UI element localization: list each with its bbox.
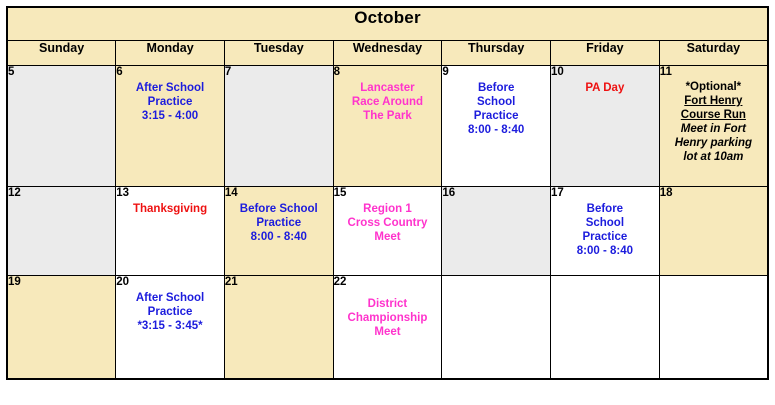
weekday-header-tuesday: Tuesday <box>224 41 333 66</box>
event-line: Practice <box>582 231 628 243</box>
day-cell-24[interactable] <box>551 276 660 380</box>
day-cell-14[interactable] <box>224 187 333 276</box>
day-cell-19[interactable] <box>7 276 116 380</box>
day-events <box>116 202 224 216</box>
day-cell-20[interactable] <box>116 276 225 380</box>
weekday-header-friday: Friday <box>551 41 660 66</box>
day-cell-10[interactable] <box>551 66 660 187</box>
day-cell-13[interactable] <box>116 187 225 276</box>
day-cell-6[interactable] <box>116 66 225 187</box>
calendar-title-row <box>7 7 768 41</box>
day-events <box>225 202 333 244</box>
calendar-weekday-header-row <box>7 41 768 66</box>
event-line: *3:15 - 3:45* <box>137 320 203 332</box>
event-line: District <box>367 298 408 310</box>
day-cell-18[interactable] <box>659 187 768 276</box>
event-line: After School <box>135 82 205 94</box>
weekday-header-wednesday: Wednesday <box>333 41 442 66</box>
day-number: 9 <box>442 66 449 78</box>
event-line: Lancaster <box>360 82 415 94</box>
day-number: 20 <box>116 276 129 288</box>
day-cell-22[interactable] <box>333 276 442 380</box>
event-line: Meet in Fort <box>680 123 746 135</box>
event-line: PA Day <box>585 82 625 94</box>
day-number: 7 <box>224 66 232 78</box>
event-line: Before <box>586 203 624 215</box>
weekday-header-sunday: Sunday <box>7 41 116 66</box>
day-cell-16[interactable] <box>442 187 551 276</box>
event-line: Practice <box>147 96 193 108</box>
weekday-header-monday: Monday <box>116 41 225 66</box>
day-cell-25[interactable] <box>659 276 768 380</box>
weekday-header-thursday: Thursday <box>442 41 551 66</box>
day-cell-17[interactable] <box>551 187 660 276</box>
day-number: 19 <box>8 276 21 288</box>
day-events <box>551 81 659 95</box>
day-number: 16 <box>442 187 456 199</box>
day-number: 14 <box>224 187 238 199</box>
day-cell-11[interactable] <box>659 66 768 187</box>
day-events <box>442 81 550 137</box>
day-cell-12[interactable] <box>7 187 116 276</box>
day-cell-23[interactable] <box>442 276 551 380</box>
day-events <box>334 291 442 339</box>
day-events <box>334 202 442 244</box>
event-line: Before <box>477 82 515 94</box>
event-line: After School <box>135 292 205 304</box>
day-events <box>116 81 224 123</box>
day-cell-5[interactable] <box>7 66 116 187</box>
event-line: School <box>585 217 625 229</box>
event-line: 8:00 - 8:40 <box>468 124 525 136</box>
event-line: Practice <box>473 110 519 122</box>
event-line: The Park <box>363 110 412 122</box>
event-line: 8:00 - 8:40 <box>576 245 633 257</box>
calendar-table <box>6 6 769 380</box>
day-number: 22 <box>333 276 347 288</box>
event-line: Practice <box>256 217 302 229</box>
event-line: *Optional* <box>685 81 742 93</box>
event-line: Region 1 <box>363 203 412 215</box>
event-line: Meet <box>374 326 401 338</box>
event-line: School <box>476 96 516 108</box>
day-number: 5 <box>8 66 15 78</box>
day-events <box>551 202 659 258</box>
day-number: 12 <box>8 187 21 199</box>
calendar-month-title: October <box>7 7 768 41</box>
calendar-week-row <box>7 187 768 276</box>
event-line: Course Run <box>680 109 746 121</box>
event-line: Thanksgiving <box>132 203 208 215</box>
event-line: Meet <box>374 231 401 243</box>
event-line: Cross Country <box>347 217 428 229</box>
day-number: 10 <box>551 66 564 78</box>
day-events <box>334 81 442 123</box>
weekday-header-saturday: Saturday <box>659 41 768 66</box>
event-line: lot at 10am <box>683 151 744 163</box>
calendar-week-row <box>7 276 768 380</box>
day-number: 6 <box>116 66 123 78</box>
day-number: 18 <box>659 187 673 199</box>
day-number: 17 <box>551 187 564 199</box>
day-number: 11 <box>659 66 672 78</box>
day-number: 21 <box>224 276 238 288</box>
event-line: Fort Henry <box>684 95 743 107</box>
day-number: 8 <box>333 66 341 78</box>
event-line: Race Around <box>351 96 424 108</box>
day-cell-9[interactable] <box>442 66 551 187</box>
event-line: 3:15 - 4:00 <box>141 110 199 122</box>
day-events <box>660 80 767 164</box>
day-cell-21[interactable] <box>224 276 333 380</box>
day-events <box>116 291 224 333</box>
day-cell-15[interactable] <box>333 187 442 276</box>
day-number: 15 <box>333 187 347 199</box>
event-line: 8:00 - 8:40 <box>250 231 307 243</box>
day-number: 13 <box>116 187 129 199</box>
event-line: Henry parking <box>674 137 753 149</box>
event-line: Before School <box>239 203 318 215</box>
day-cell-7[interactable] <box>224 66 333 187</box>
event-line: Championship <box>347 312 428 324</box>
event-line: Practice <box>147 306 193 318</box>
day-cell-8[interactable] <box>333 66 442 187</box>
calendar-week-row <box>7 66 768 187</box>
